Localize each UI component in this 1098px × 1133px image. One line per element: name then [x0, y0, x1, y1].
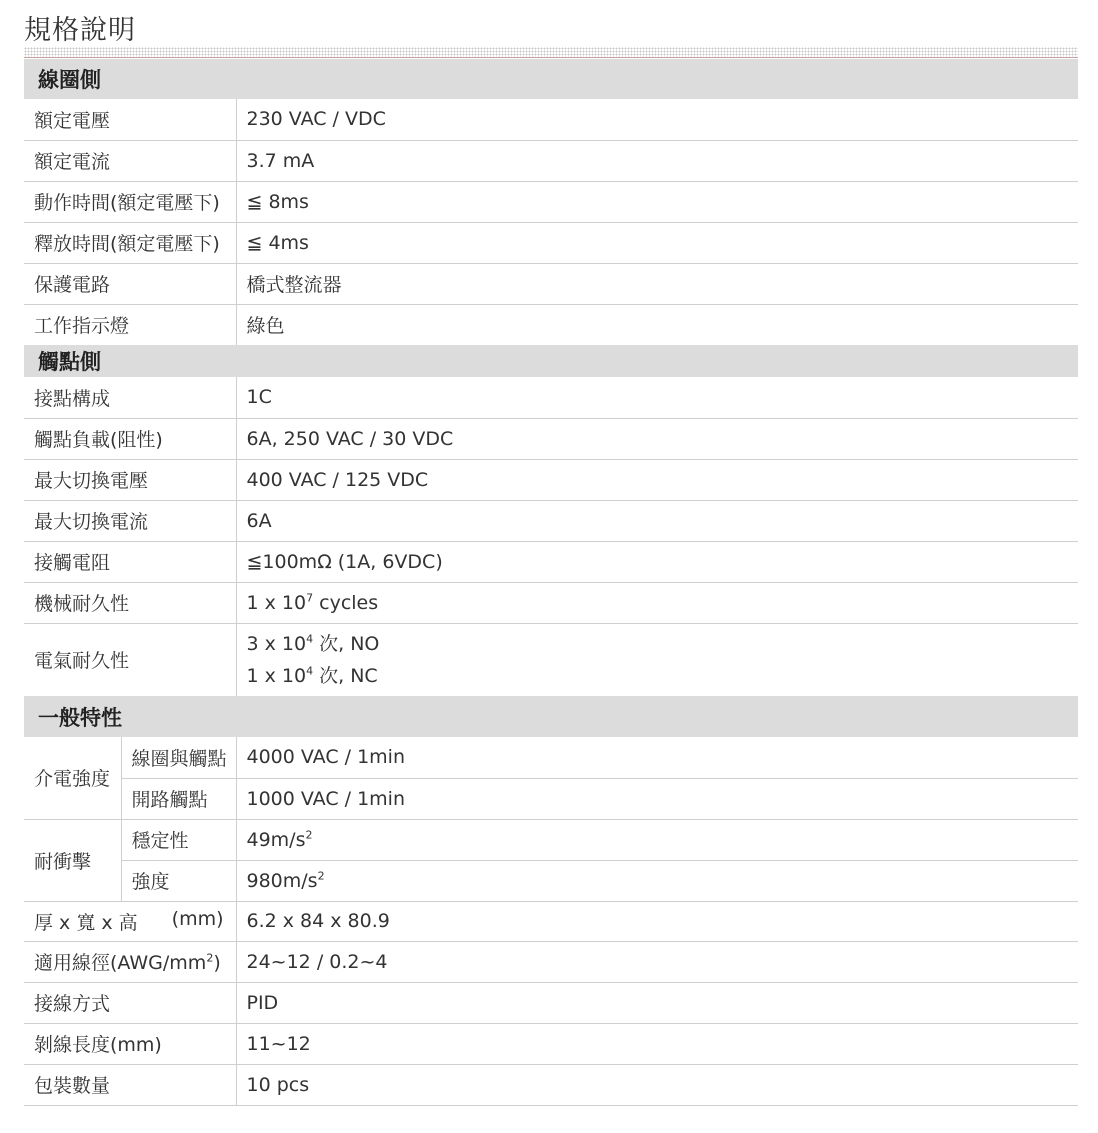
spec-value: 24~12 / 0.2~4 [236, 941, 1078, 982]
spec-value: 4000 VAC / 1min [236, 737, 1078, 778]
spec-value: 綠色 [246, 315, 285, 338]
table-row [24, 819, 1078, 860]
exponent: 2 [305, 828, 313, 842]
spec-value: 400 VAC / 125 VDC [236, 459, 1078, 500]
spec-value: PID [236, 982, 1078, 1023]
table-row [24, 1064, 1078, 1105]
title-underline [24, 57, 1078, 58]
table-row [24, 459, 1078, 500]
spec-label: 介電強度 [24, 737, 121, 819]
spec-label: 保護電路 [24, 263, 236, 304]
spec-label: 最大切換電壓 [24, 459, 236, 500]
spec-value [236, 819, 1078, 860]
table-row [24, 901, 1078, 941]
value-text: 49m/s [246, 828, 306, 851]
table-row [24, 541, 1078, 582]
table-row [24, 140, 1078, 181]
spec-value: 6A [236, 500, 1078, 541]
spec-label: 接觸電阻 [24, 541, 236, 582]
value-text: 1 x 10 [246, 591, 307, 614]
exponent: 2 [206, 951, 214, 965]
spec-label: 剝線長度(mm) [24, 1023, 236, 1064]
spec-label: 接點構成 [24, 377, 236, 418]
table-row [24, 623, 1078, 696]
spec-sublabel: 線圈與觸點 [121, 737, 236, 778]
spec-sublabel: 穩定性 [121, 819, 236, 860]
table-row [24, 778, 1078, 819]
section-title: 觸點側 [24, 345, 1078, 377]
table-row [24, 304, 1078, 345]
value-text: 次, NO [313, 632, 380, 655]
spec-label: 觸點負載(阻性) [24, 418, 236, 459]
table-row [24, 181, 1078, 222]
spec-label: 工作指示燈 [24, 304, 236, 345]
spec-value: 橋式整流器 [236, 263, 1078, 304]
spec-value [236, 860, 1078, 901]
exponent: 2 [317, 869, 325, 883]
spec-value: ≦ 8ms [236, 181, 1078, 222]
spec-value [236, 582, 1078, 623]
dotted-divider [24, 47, 1078, 57]
spec-label: 最大切換電流 [24, 500, 236, 541]
section-title: 一般特性 [24, 696, 1078, 737]
spec-label: 釋放時間(額定電壓下) [24, 222, 236, 263]
page-title: 規格說明 [24, 15, 136, 46]
table-row [24, 377, 1078, 418]
table-row [24, 418, 1078, 459]
table-row [24, 99, 1078, 140]
spec-label [24, 901, 236, 941]
spec-value: 11~12 [236, 1023, 1078, 1064]
section-header-contact [24, 345, 1078, 377]
spec-label: 額定電壓 [24, 99, 236, 140]
table-row [24, 263, 1078, 304]
spec-sublabel: 開路觸點 [121, 778, 236, 819]
label-text: ) [213, 952, 221, 974]
spec-label: 電氣耐久性 [24, 623, 236, 696]
table-row [24, 1023, 1078, 1064]
label-text: 適用線徑(AWG/mm [34, 952, 207, 974]
table-row [24, 860, 1078, 901]
spec-value: 1C [236, 377, 1078, 418]
spec-label: 機械耐久性 [24, 582, 236, 623]
section-title: 線圈側 [24, 59, 1078, 99]
value-line [247, 660, 1079, 692]
exponent: 7 [306, 591, 314, 605]
spec-label: 耐衝擊 [24, 819, 121, 901]
spec-label: 額定電流 [24, 140, 236, 181]
value-text: 1 x 10 [246, 664, 307, 687]
spec-value: 6A, 250 VAC / 30 VDC [236, 418, 1078, 459]
section-header-general [24, 696, 1078, 737]
table-row [24, 582, 1078, 623]
unit-text: (mm) [171, 907, 224, 930]
spec-value: 3.7 mA [236, 140, 1078, 181]
spec-table [24, 59, 1078, 1106]
spec-label [24, 941, 236, 982]
value-text: 3 x 10 [246, 632, 307, 655]
table-row [24, 941, 1078, 982]
table-row [24, 500, 1078, 541]
spec-value: 1000 VAC / 1min [236, 778, 1078, 819]
spec-value [236, 623, 1078, 696]
value-text: 次, NC [313, 664, 378, 687]
spec-sublabel: 強度 [121, 860, 236, 901]
spec-label: 動作時間(額定電壓下) [24, 181, 236, 222]
value-text: cycles [313, 591, 379, 614]
spec-value: ≦100mΩ (1A, 6VDC) [236, 541, 1078, 582]
label-text: 厚 x 寬 x 高 [34, 911, 138, 934]
table-row [24, 982, 1078, 1023]
table-row [24, 222, 1078, 263]
spec-label: 包裝數量 [24, 1064, 236, 1105]
spec-label: 接線方式 [24, 982, 236, 1023]
exponent: 4 [306, 632, 314, 646]
value-line [247, 628, 1079, 660]
exponent: 4 [306, 664, 314, 678]
spec-value: 6.2 x 84 x 80.9 [236, 901, 1078, 941]
spec-value: 230 VAC / VDC [236, 99, 1078, 140]
spec-value: ≦ 4ms [236, 222, 1078, 263]
section-header-coil [24, 59, 1078, 99]
spec-value: 10 pcs [236, 1064, 1078, 1105]
value-text: 980m/s [246, 869, 318, 892]
table-row [24, 737, 1078, 778]
